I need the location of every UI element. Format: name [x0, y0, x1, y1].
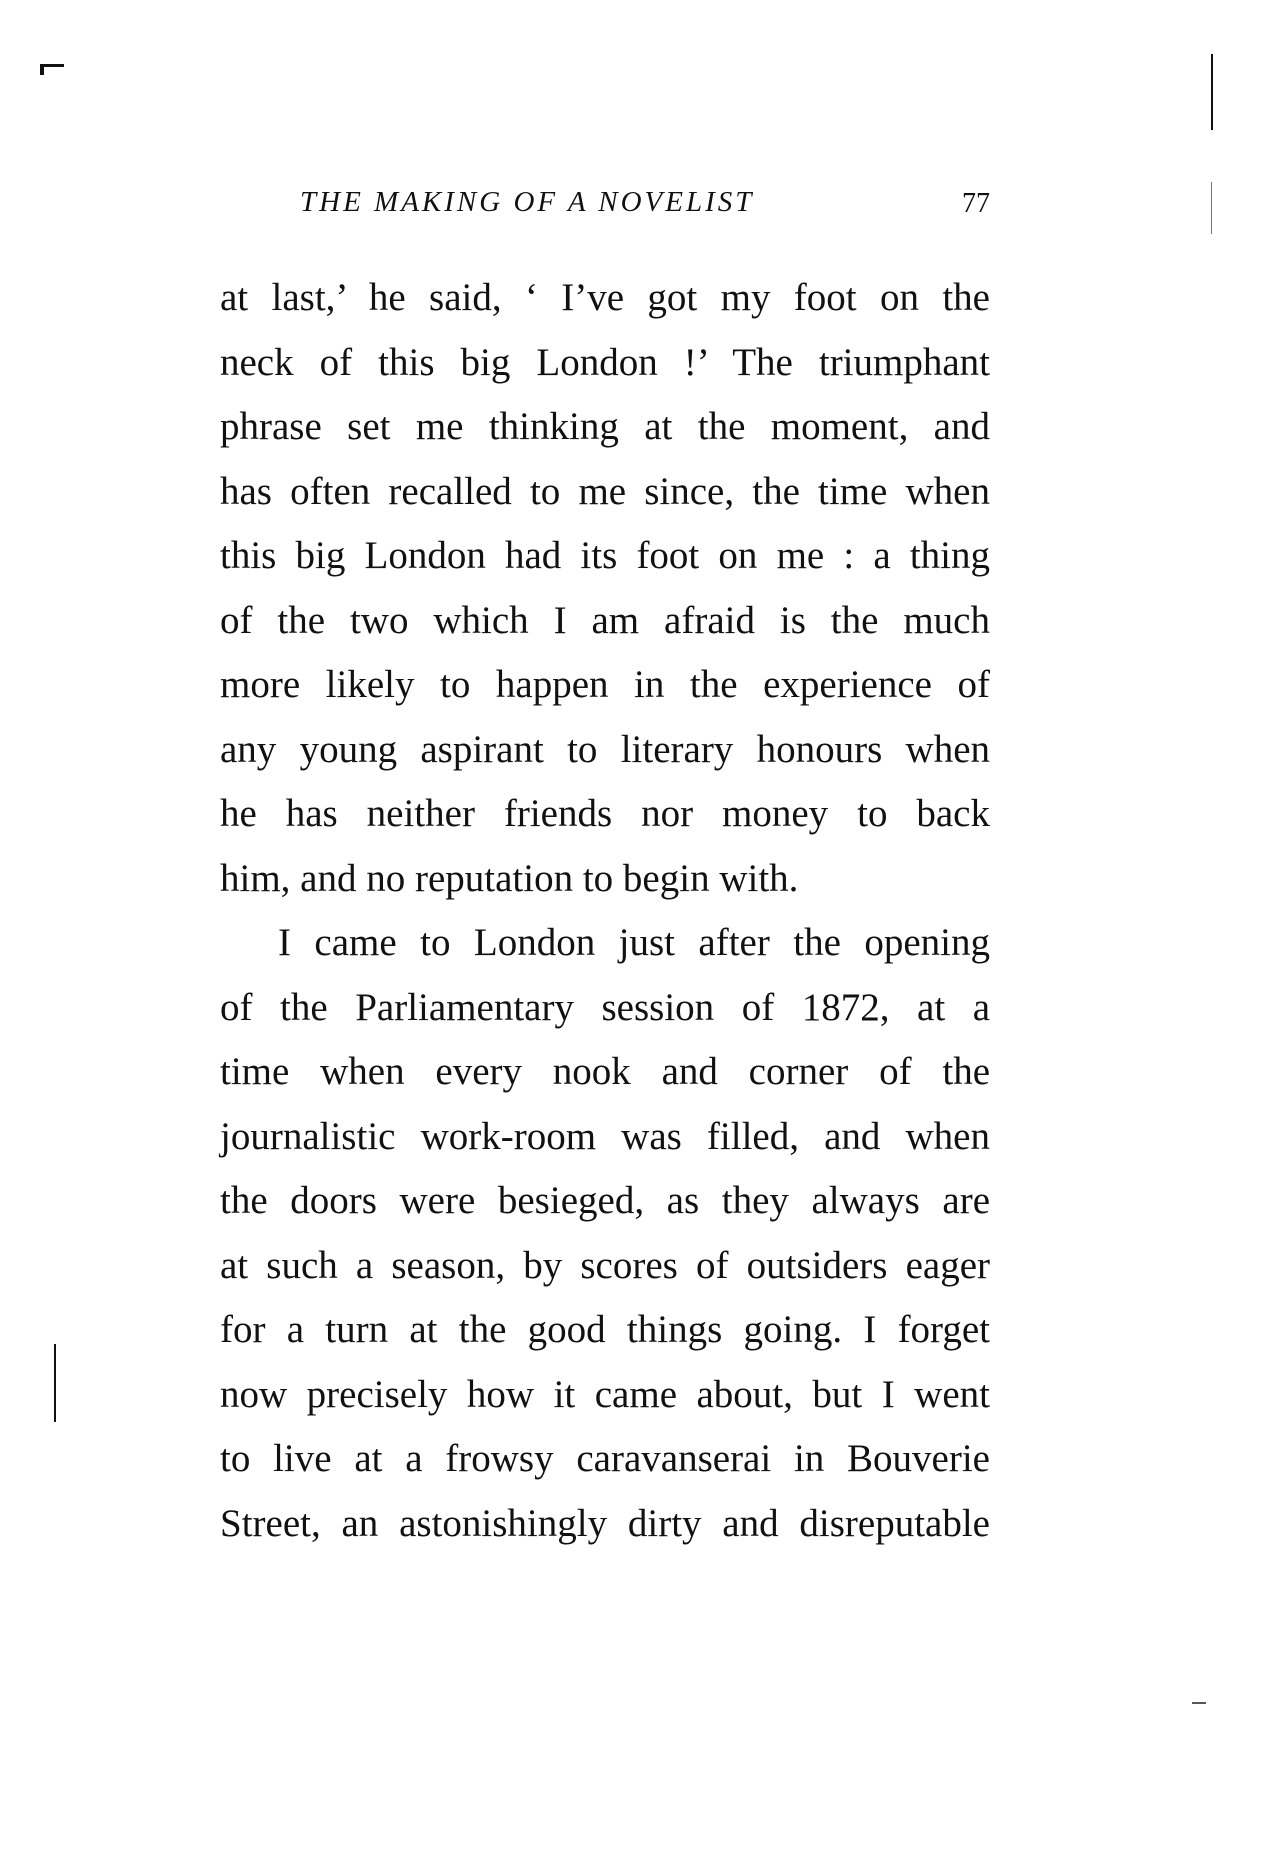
scan-artifact-right-rule [1211, 54, 1213, 130]
text-line: Street, an astonishingly dirty and disreputable [220, 1501, 990, 1545]
text-line: phrase set me thinking at the moment, and [220, 405, 990, 448]
text-line: for a turn at the good things going. I forget [220, 1308, 990, 1351]
text-line: of the two which I am afraid is the much [220, 598, 990, 642]
text-line: any young aspirant to literary honours when [220, 727, 990, 771]
text-line: the doors were besieged, as they always are [220, 1179, 990, 1222]
text-line: this big London had its foot on me : a thing [220, 534, 990, 577]
body-text [220, 266, 990, 1556]
text-line: journalistic work-room was filled, and when [220, 1114, 990, 1158]
running-title: THE MAKING OF A NOVELIST [300, 186, 755, 218]
running-header [300, 186, 990, 226]
text-line: him, and no reputation to begin with. [220, 856, 799, 900]
text-line: more likely to happen in the experience of [220, 663, 990, 706]
text-line: neck of this big London !’ The triumphant [220, 340, 990, 384]
text-line: now precisely how it came about, but I went [220, 1372, 990, 1416]
text-line: time when every nook and corner of the [220, 1050, 990, 1093]
text-line: to live at a frowsy caravanserai in Bouverie [220, 1437, 990, 1480]
text-line: of the Parliamentary session of 1872, at a [220, 985, 990, 1029]
text-line: at such a season, by scores of outsiders eager [220, 1243, 990, 1287]
scan-artifact-left-rule [54, 1344, 56, 1422]
scan-corner-mark [38, 62, 66, 76]
scan-artifact-right-tick [1211, 182, 1212, 234]
page-number: 77 [962, 188, 990, 219]
scan-artifact-dash [1192, 1702, 1206, 1704]
text-line: I came to London just after the opening [278, 921, 990, 964]
text-line: at last,’ he said, ‘ I’ve got my foot on the [220, 276, 990, 319]
text-line: he has neither friends nor money to back [220, 792, 990, 835]
text-line: has often recalled to me since, the time when [220, 469, 990, 513]
